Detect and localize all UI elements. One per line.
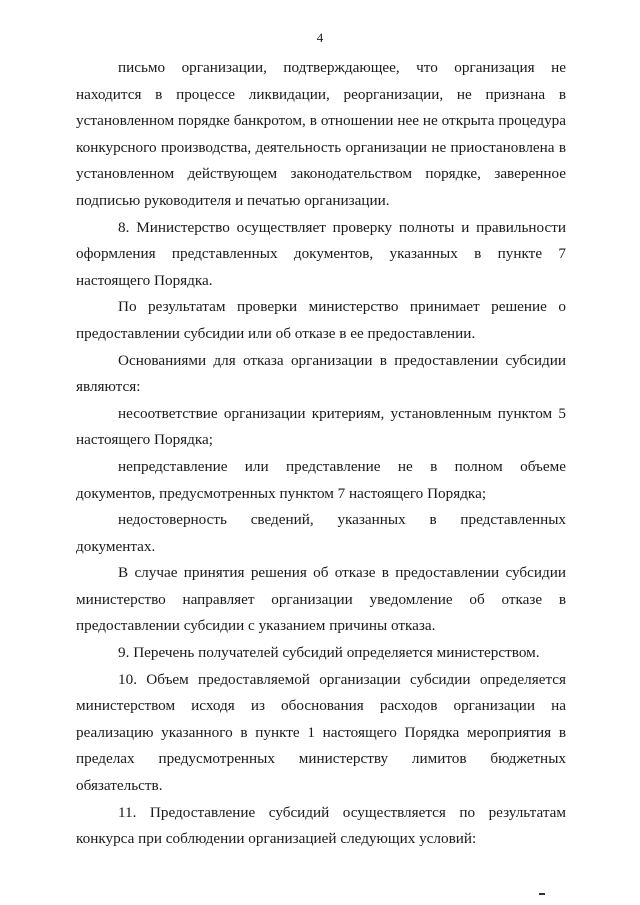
paragraph-refusal-notice: В случае принятия решения об отказе в предоставлении субсидии министерство направляет организации уведомление об отказе в предоставлении субсидии с указанием причины отказа. bbox=[76, 564, 566, 635]
paragraph-item-8: 8. Министерство осуществляет проверку полноты и правильности оформления представленных документов, указанных в пункте 7 настоящего Порядка. bbox=[76, 218, 566, 289]
paragraph-refusal-grounds: Основаниями для отказа организации в предоставлении субсидии являются: bbox=[76, 351, 566, 396]
paragraph-ground-falsity: недостоверность сведений, указанных в представленных документах. bbox=[76, 511, 566, 555]
paragraph-ground-criteria: несоответствие организации критериям, установленным пунктом 5 настоящего Порядка; bbox=[76, 404, 566, 449]
paragraph-item-9: 9. Перечень получателей субсидий определяется министерством. bbox=[118, 644, 540, 662]
document-body bbox=[76, 55, 566, 853]
paragraph-item-11: 11. Предоставление субсидий осуществляется по результатам конкурса при соблюдении организацией следующих условий: bbox=[76, 803, 566, 848]
paragraph-item-10: 10. Объем предоставляемой организации субсидии определяется министерством исходя из обоснования расходов организации на реализацию указанного в пункте 1 настоящего Порядка мероприятия в пределах предусмотренных министерству лимитов бюджетных обязательств. bbox=[76, 670, 566, 795]
paragraph-letter-requirement: письмо организации, подтверждающее, что организация не находится в процессе ликвидации, реорганизации, не признана в установленном порядке банкротом, в отношении нее не открыта процедура конкурсного производства, деятельность организации не приостановлена в установленном действующем законодательством порядке, заверенное подписью руководителя и печатью организации. bbox=[76, 59, 566, 209]
paragraph-ground-documents: непредставление или представление не в полном объеме документов, предусмотренных пунктом 7 настоящего Порядка; bbox=[76, 457, 566, 502]
paragraph-check-results: По результатам проверки министерство принимает решение о предоставлении субсидии или об отказе в ее предоставлении. bbox=[76, 298, 566, 342]
scan-mark bbox=[539, 893, 545, 895]
page-number: 4 bbox=[316, 30, 324, 45]
